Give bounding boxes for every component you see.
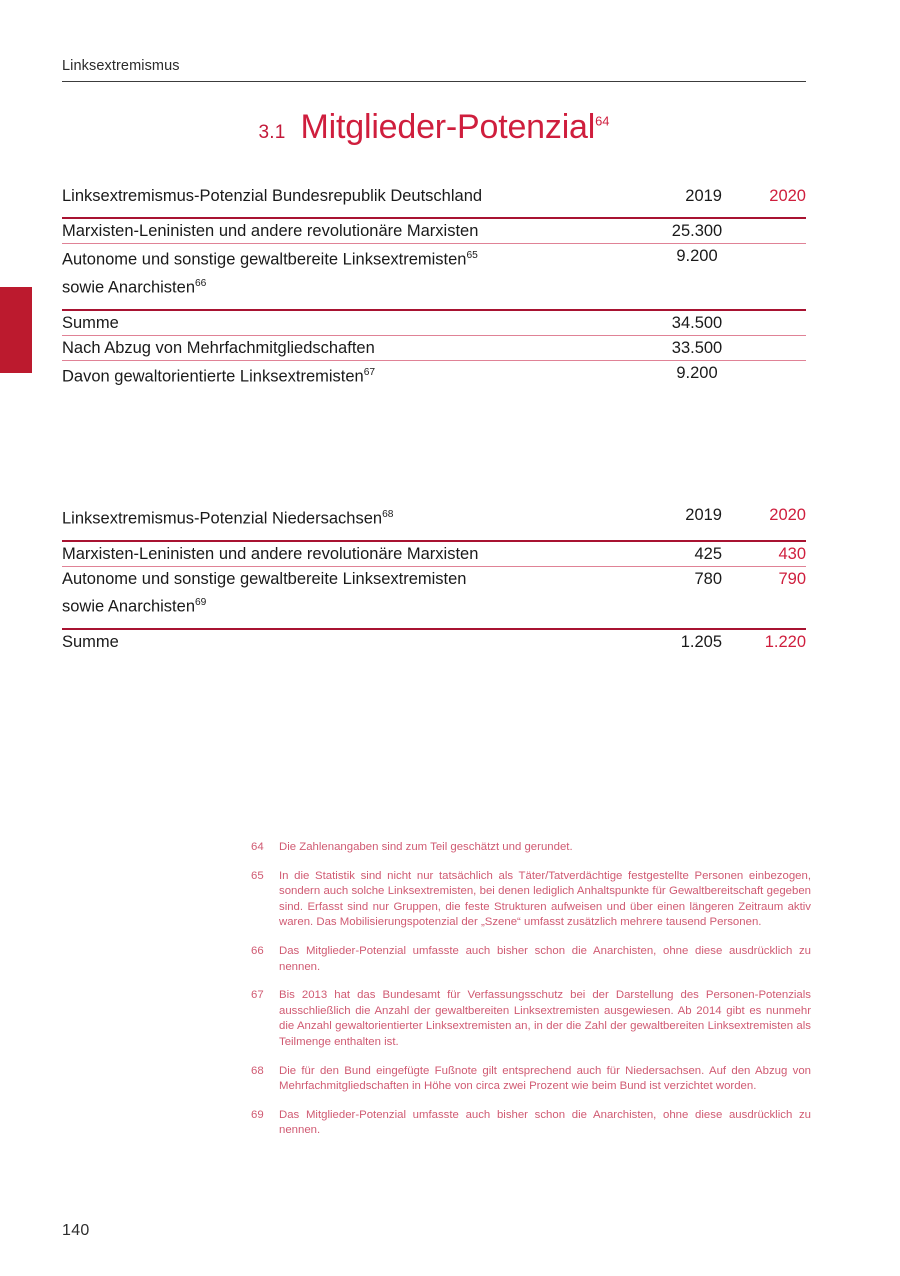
running-head-label: Linksextremismus xyxy=(62,58,180,74)
section-title xyxy=(301,108,610,147)
table-linksextremismus-potenzial-bund xyxy=(62,178,806,389)
footnote-text: Die für den Bund eingefügte Fußnote gilt entsprechend auch für Niedersachsen. Auf den Abzug von Mehrfachmitgliedschaften in Höhe von circa zwei Prozent wie beim Bund ist verzichtet worden. xyxy=(279,1064,811,1093)
row-label-line2: sowie Anarchisten xyxy=(62,278,195,296)
row-label-line1: Autonome und sonstige gewaltbereite Linksextremisten xyxy=(62,250,467,269)
footnote-marker: 68 xyxy=(251,1064,264,1077)
table-header-row xyxy=(62,178,806,218)
footnote-item xyxy=(251,944,811,975)
running-head-rule xyxy=(62,81,806,82)
table-row xyxy=(62,541,806,567)
row-label: Summe xyxy=(62,633,119,651)
row-value-2020: 430 xyxy=(722,541,806,567)
footnote-text: Das Mitglieder-Potenzial umfasste auch bisher schon die Anarchisten, ohne diese ausdrücklich zu nennen. xyxy=(279,944,811,973)
table-header-label: Linksextremismus-Potenzial Bundesrepublik Deutschland xyxy=(62,178,622,218)
table-header-year-2020: 2020 xyxy=(722,497,806,541)
row-value: 9.200 xyxy=(676,364,718,382)
section-title-footnote-marker: 64 xyxy=(595,113,610,129)
running-head xyxy=(62,56,806,82)
row-label xyxy=(62,361,622,389)
row-label: Marxisten-Leninisten und andere revolutionäre Marxisten xyxy=(62,218,622,244)
table-row xyxy=(62,566,806,629)
table-header-footnote-marker: 68 xyxy=(382,509,394,520)
footnote-item xyxy=(251,1108,811,1139)
row-label-line2-footnote-marker: 66 xyxy=(195,277,207,289)
row-label: Nach Abzug von Mehrfachmitgliedschaften xyxy=(62,336,622,361)
row-value: 9.200 xyxy=(622,244,806,311)
row-value-2019: 425 xyxy=(622,541,722,567)
footnote-text: In die Statistik sind nicht nur tatsächlich als Täter/Tatverdächtige festgestellte Personen einbezogen, sondern auch solche Linksextremisten, bei denen lediglich Anhaltspunkte für Gewaltbereitschaft gegeben sind. Erfasst sind nur Gruppen, die feste Strukturen aufweisen und über einen längeren Zeitraum aktiv waren. Das Mobilisierungspotenzial der „Szene“ umfasst zusätzlich mehrere tausend Personen. xyxy=(279,869,811,929)
table-header-row xyxy=(62,497,806,541)
footnote-marker: 66 xyxy=(251,944,264,957)
table-row xyxy=(62,629,806,654)
section-number: 3.1 xyxy=(258,122,286,143)
row-label-line1: Autonome und sonstige gewaltbereite Linksextremisten xyxy=(62,569,467,588)
row-value-2019: 780 xyxy=(622,566,722,629)
footnote-text: Bis 2013 hat das Bundesamt für Verfassungsschutz bei der Darstellung des Personen-Potenzials ausschließlich die Anzahl der gewaltbereiten Linksextremisten ausgewiesen. Ab 2014 gibt es nunmehr die Anzahl gewaltorientierter Linksextremisten an, in der die Zahl der gewaltbereiten Linksextremisten als Teilmenge enthalten ist. xyxy=(279,989,811,1048)
table-row xyxy=(62,361,806,389)
table-header-year-2019: 2019 xyxy=(622,178,722,218)
row-value-2020: 1.220 xyxy=(764,633,806,651)
table-header-year-2020: 2020 xyxy=(722,178,806,218)
footnote-marker: 65 xyxy=(251,869,264,882)
row-label-footnote-marker: 65 xyxy=(466,250,478,261)
row-value: 33.500 xyxy=(622,336,806,361)
row-label-line2-footnote-marker: 69 xyxy=(195,596,207,608)
table-header-label xyxy=(62,497,622,541)
table-header-label-text: Linksextremismus-Potenzial Niedersachsen xyxy=(62,509,383,528)
table-row xyxy=(62,336,806,361)
row-value-2019: 1.205 xyxy=(680,633,722,651)
row-value-2020: 790 xyxy=(722,566,806,629)
row-label xyxy=(62,566,622,629)
row-label-line1: Davon gewaltorientierte Linksextremisten xyxy=(62,367,364,386)
row-value: 25.300 xyxy=(622,218,806,244)
page-title xyxy=(62,108,806,147)
footnote-marker: 67 xyxy=(251,989,264,1002)
table-linksextremismus-potenzial-niedersachsen xyxy=(62,497,806,654)
row-label: Summe xyxy=(62,310,622,336)
footnote-item xyxy=(251,988,811,1050)
footnote-item xyxy=(251,1064,811,1095)
page-number: 140 xyxy=(62,1222,90,1239)
footnote-item xyxy=(251,840,811,856)
section-title-text: Mitglieder-Potenzial xyxy=(300,108,596,146)
footnote-text: Das Mitglieder-Potenzial umfasste auch bisher schon die Anarchisten, ohne diese ausdrücklich zu nennen. xyxy=(279,1108,811,1137)
row-value: 34.500 xyxy=(622,310,806,336)
table-row xyxy=(62,218,806,244)
row-label xyxy=(62,244,622,311)
table-row xyxy=(62,310,806,336)
footnote-item xyxy=(251,869,811,931)
footnotes-block xyxy=(251,840,811,1139)
footnote-marker: 64 xyxy=(251,841,264,853)
row-label-line2: sowie Anarchisten xyxy=(62,597,195,615)
footnote-text: Die Zahlenangaben sind zum Teil geschätzt und gerundet. xyxy=(279,841,573,853)
table-header-year-2019: 2019 xyxy=(622,497,722,541)
chapter-edge-marker xyxy=(0,287,32,373)
row-label: Marxisten-Leninisten und andere revolutionäre Marxisten xyxy=(62,541,622,567)
table-row xyxy=(62,244,806,311)
row-label-footnote-marker: 67 xyxy=(363,367,376,378)
footnote-marker: 69 xyxy=(251,1108,264,1121)
